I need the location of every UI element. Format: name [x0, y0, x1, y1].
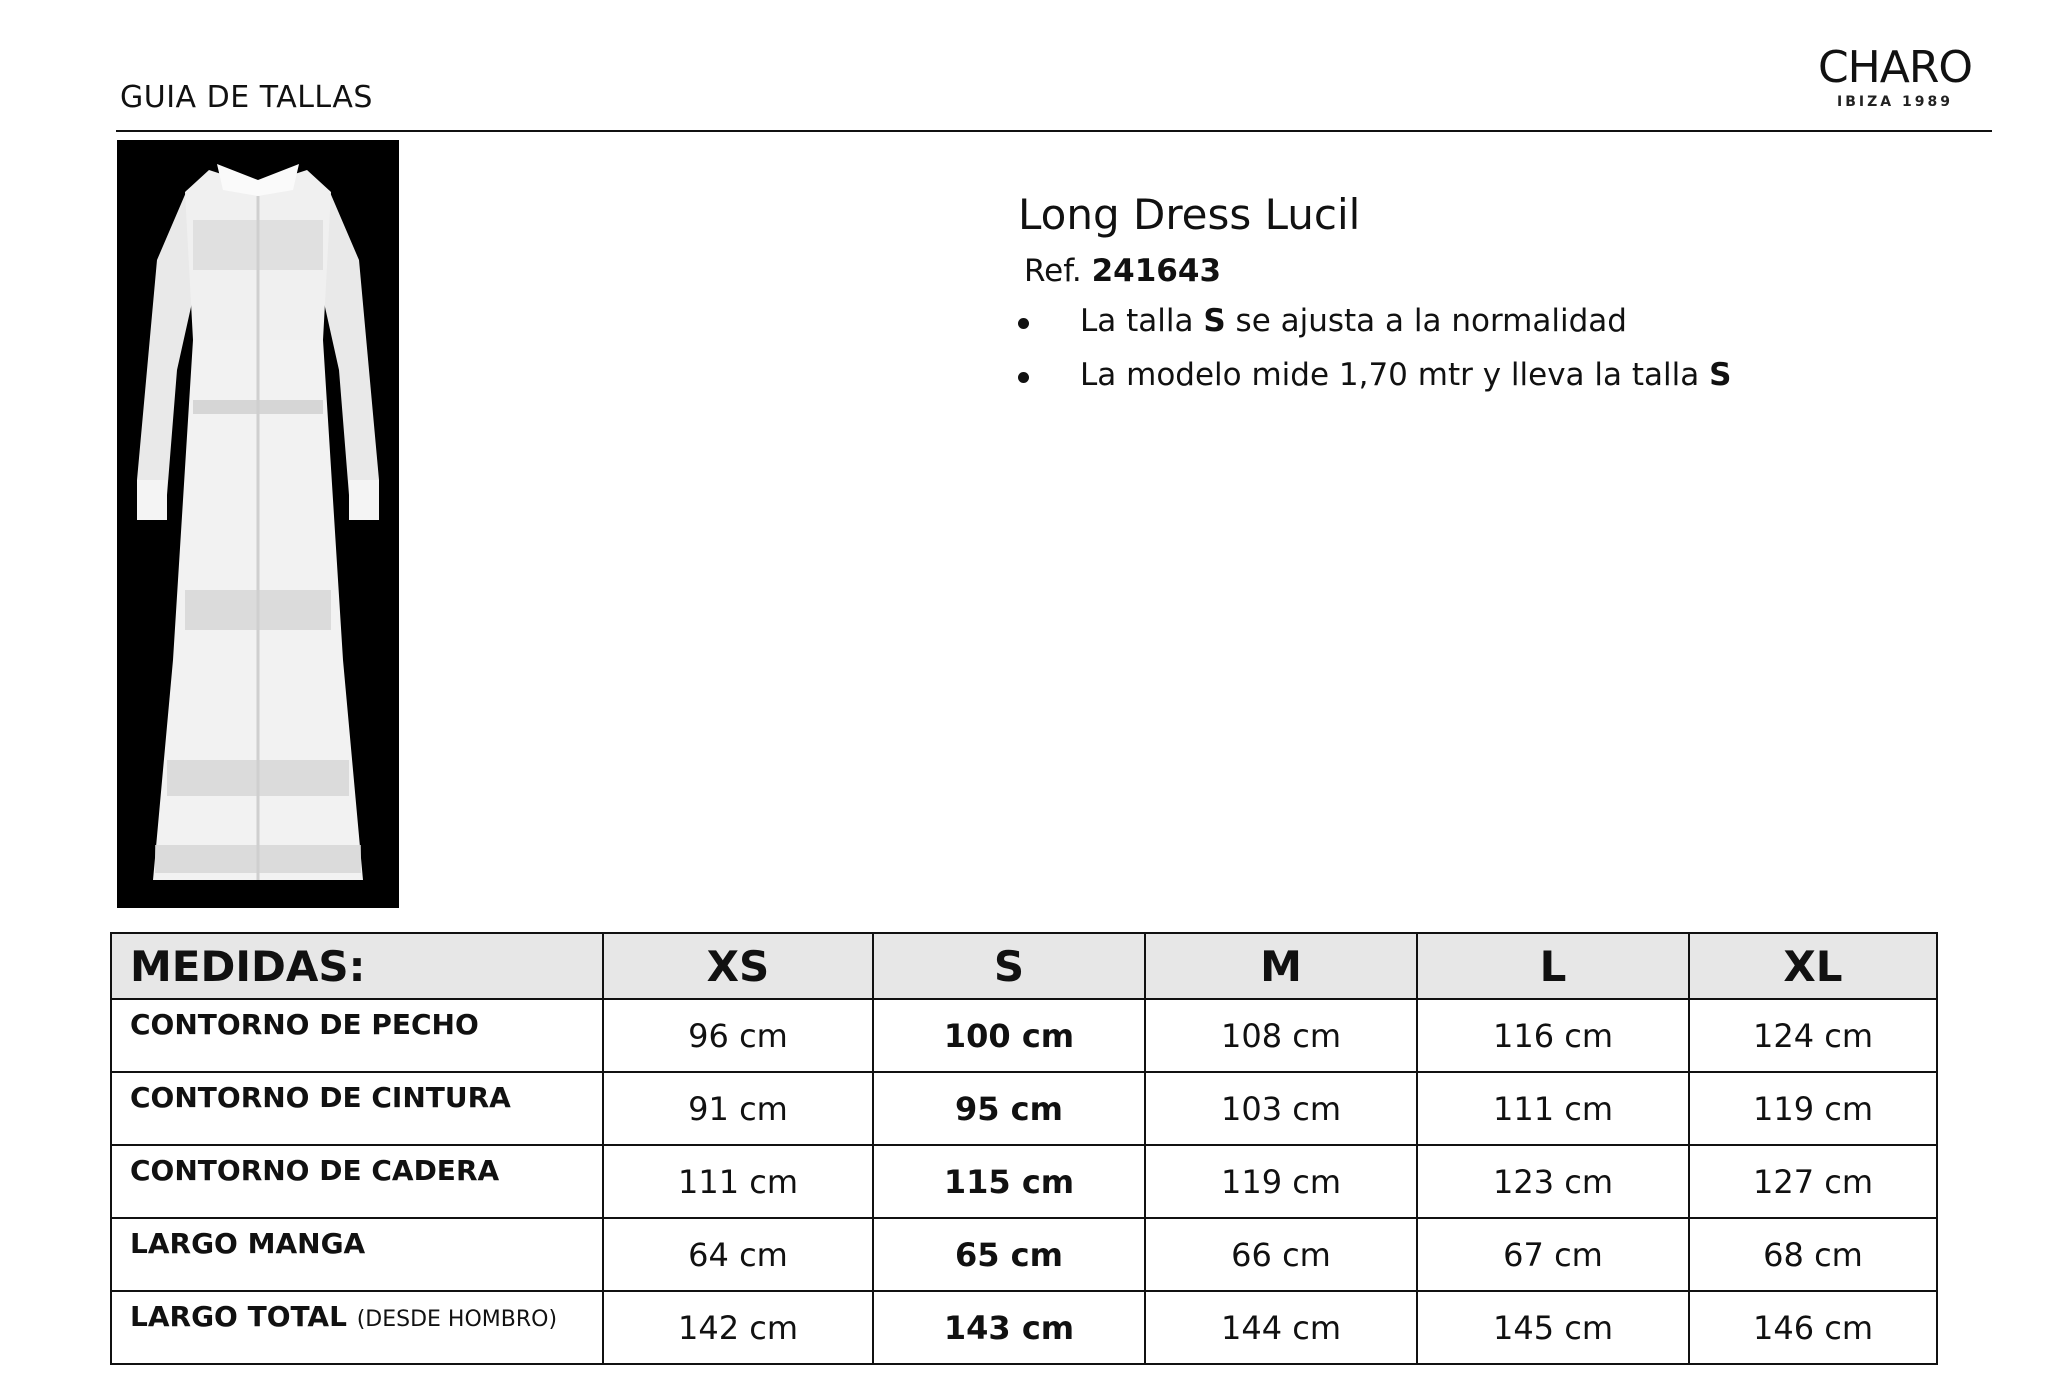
- product-photo: [117, 140, 399, 908]
- row-label: LARGO TOTAL (DESDE HOMBRO): [111, 1291, 603, 1364]
- product-info: [1018, 190, 1731, 411]
- product-reference: [1024, 253, 1731, 289]
- size-chart-table: [110, 932, 1938, 1365]
- table-cell: 119 cm: [1689, 1072, 1937, 1145]
- table-cell-highlight: 95 cm: [873, 1072, 1145, 1145]
- row-label: CONTORNO DE CADERA: [111, 1145, 603, 1218]
- size-header-xs: XS: [603, 933, 873, 999]
- bullet-dot-icon: [1018, 372, 1029, 383]
- bullet-dot-icon: [1018, 318, 1029, 329]
- fit-note-text-after: se ajusta a la normalidad: [1225, 303, 1627, 339]
- row-label: CONTORNO DE CINTURA: [111, 1072, 603, 1145]
- table-cell: 123 cm: [1417, 1145, 1689, 1218]
- brand-logo: [1810, 44, 1980, 110]
- table-row: [111, 1145, 1937, 1218]
- fit-note-text: La talla: [1080, 303, 1204, 339]
- table-cell: 146 cm: [1689, 1291, 1937, 1364]
- table-cell-highlight: 115 cm: [873, 1145, 1145, 1218]
- fit-note-size: S: [1709, 357, 1732, 393]
- table-cell: 144 cm: [1145, 1291, 1417, 1364]
- fit-note-item: [1018, 303, 1731, 339]
- measures-header: MEDIDAS:: [111, 933, 603, 999]
- table-row: [111, 1218, 1937, 1291]
- table-header-row: [111, 933, 1937, 999]
- size-header-xl: XL: [1689, 933, 1937, 999]
- fit-note-text: La modelo mide 1,70 mtr y lleva la talla: [1080, 357, 1710, 393]
- table-cell: 108 cm: [1145, 999, 1417, 1072]
- table-cell: 127 cm: [1689, 1145, 1937, 1218]
- table-cell: 145 cm: [1417, 1291, 1689, 1364]
- header-divider: [116, 130, 1992, 132]
- logo-wordmark: CHARO: [1817, 42, 1973, 93]
- fit-note-size: S: [1203, 303, 1226, 339]
- size-header-l: L: [1417, 933, 1689, 999]
- table-cell: 96 cm: [603, 999, 873, 1072]
- logo-tagline: IBIZA 1989: [1837, 94, 1953, 110]
- table-cell-highlight: 65 cm: [873, 1218, 1145, 1291]
- table-cell: 91 cm: [603, 1072, 873, 1145]
- table-cell-highlight: 143 cm: [873, 1291, 1145, 1364]
- table-cell: 116 cm: [1417, 999, 1689, 1072]
- row-label-note: (DESDE HOMBRO): [356, 1307, 558, 1332]
- row-label: CONTORNO DE PECHO: [111, 999, 603, 1072]
- table-cell: 111 cm: [1417, 1072, 1689, 1145]
- table-cell: 68 cm: [1689, 1218, 1937, 1291]
- table-cell: 119 cm: [1145, 1145, 1417, 1218]
- product-name: Long Dress Lucil: [1018, 190, 1361, 239]
- table-cell: 103 cm: [1145, 1072, 1417, 1145]
- table-cell: 66 cm: [1145, 1218, 1417, 1291]
- table-cell: 64 cm: [603, 1218, 873, 1291]
- white-dress-icon: [117, 140, 399, 908]
- table-cell: 67 cm: [1417, 1218, 1689, 1291]
- size-header-s: S: [873, 933, 1145, 999]
- table-cell: 111 cm: [603, 1145, 873, 1218]
- fit-note-item: [1018, 357, 1731, 393]
- row-label: LARGO MANGA: [111, 1218, 603, 1291]
- page-title: GUIA DE TALLAS: [120, 80, 373, 115]
- table-cell: 124 cm: [1689, 999, 1937, 1072]
- table-row: [111, 1072, 1937, 1145]
- table-row: [111, 999, 1937, 1072]
- ref-label: Ref.: [1024, 253, 1082, 289]
- ref-number: 241643: [1091, 253, 1222, 289]
- table-cell-highlight: 100 cm: [873, 999, 1145, 1072]
- table-row: [111, 1291, 1937, 1364]
- table-cell: 142 cm: [603, 1291, 873, 1364]
- fit-notes: [1018, 303, 1731, 393]
- size-header-m: M: [1145, 933, 1417, 999]
